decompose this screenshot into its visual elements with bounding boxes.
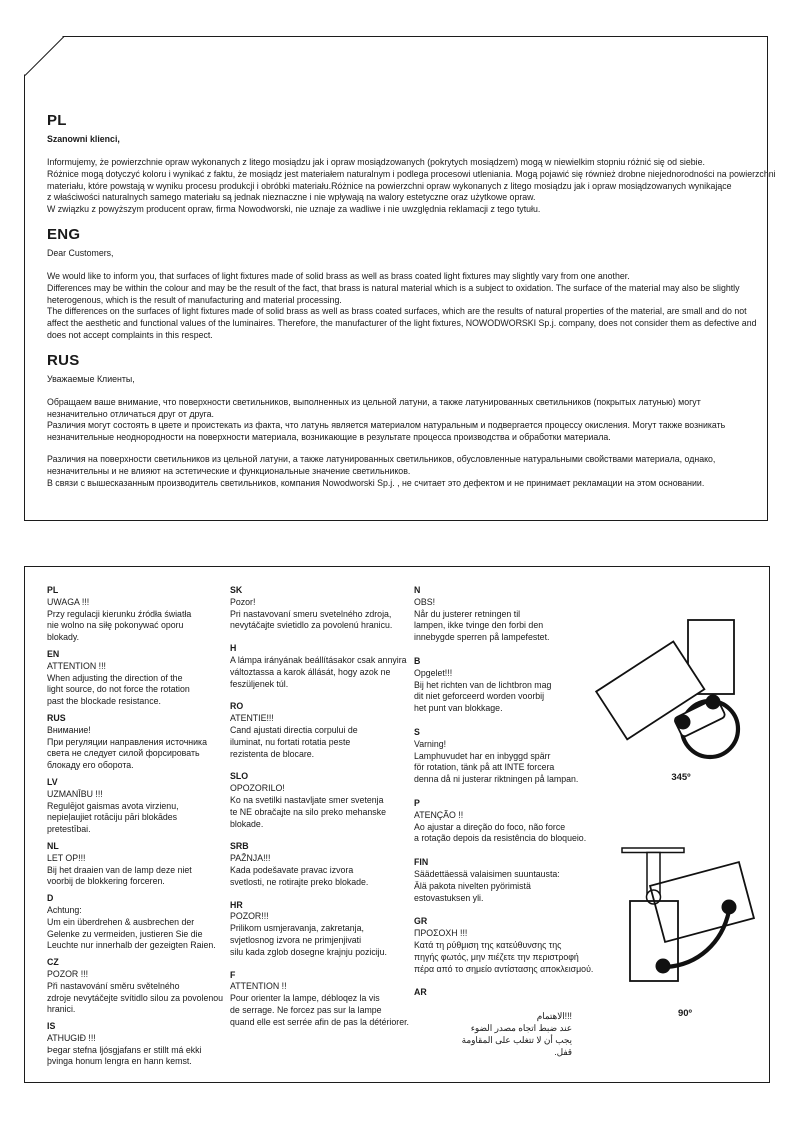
warning-language-code: NL — [47, 840, 59, 851]
warning-lines — [230, 783, 409, 830]
warning-line: quand elle est serrée afin de pas la détériorer. — [230, 1016, 409, 1027]
warning-line: UZMANĪBU !!! — [47, 788, 103, 799]
warning-line: svetlosti, ne rotirajte preko blokade. — [230, 876, 369, 887]
salutation: Уважаемые Клиенты, — [47, 373, 135, 384]
warning-line: πέρα από το σημείο αντίστασης αποκλεισμού. — [414, 963, 594, 974]
warning-section-is — [47, 1021, 223, 1068]
warning-language-code: RUS — [47, 712, 66, 723]
language-heading: RUS — [47, 351, 80, 369]
warning-line: Při nastavování směru světelného — [47, 980, 180, 991]
warning-line: rezistenta de blocare. — [230, 748, 315, 759]
warning-line: POZOR!!! — [230, 911, 269, 922]
warning-line: Kada podešavate pravac izvora — [230, 864, 354, 875]
notice-sections — [47, 112, 776, 499]
warning-language-code: D — [47, 893, 54, 904]
warning-line: Pozor! — [230, 596, 256, 607]
warning-line: Внимание! — [47, 724, 91, 735]
warning-section-ar — [414, 987, 593, 1058]
warning-language-code: SLO — [230, 771, 249, 782]
notice-paragraph — [47, 157, 776, 216]
notice-line: незначительные неоднородности на поверхности материала, возникающие в результате процесса производства и обработки материала. — [47, 432, 611, 443]
warning-lines — [230, 853, 409, 888]
warning-lines — [47, 1033, 223, 1068]
warning-line: OPOZORILO! — [230, 783, 285, 794]
warning-line: het punt van blokkage. — [414, 703, 503, 714]
warning-line: iluminat, nu fortati rotatia peste — [230, 736, 351, 747]
warning-section-hr — [230, 900, 409, 959]
warning-section-en — [47, 649, 223, 708]
warning-line: Þegar stefna ljósgjafans er stillt má ekki — [47, 1044, 202, 1055]
warning-lines — [47, 725, 223, 772]
warning-line: !!!الاهتمام — [536, 1011, 572, 1022]
notice-section-eng — [47, 226, 763, 342]
warning-line: Säädettäessä valaisimen suuntausta: — [414, 868, 560, 879]
warning-lines — [47, 969, 223, 1016]
notice-line: affect the aesthetic and functional values of the luminaires. Therefore, the manufacturer of the light fixtures, NOWODWORSKI Sp.j. company, does not consider them as defective and — [47, 318, 757, 329]
warning-line: pretestībai. — [47, 824, 91, 835]
notice-line: Обращаем ваше внимание, что поверхности светильников, выполненных из цельной латуни, а также латунированных светильников (покрытых латунью) могут — [47, 396, 701, 407]
warning-line: Regulējot gaismas avota virzienu, — [47, 800, 179, 811]
language-heading: ENG — [47, 225, 81, 243]
warning-column-1 — [47, 585, 223, 1073]
warning-line: þvinga honum lengra en hann kemst. — [47, 1056, 192, 1067]
tilt-90-diagram — [600, 843, 770, 1013]
warning-line: Lamphuvudet har en inbyggd spärr — [414, 750, 551, 761]
warning-line: света не следует силой форсировать — [47, 748, 200, 759]
language-heading: PL — [47, 112, 67, 129]
notice-line: We would like to inform you, that surfaces of light fixtures made of solid brass as well as brass coated light fixtures may slightly vary from one another. — [47, 270, 630, 281]
warning-line: estovastuksen yli. — [414, 892, 484, 903]
warning-lines — [230, 981, 409, 1028]
warning-line: Achtung: — [47, 904, 82, 915]
warning-line: de serrage. Ne forcez pas sur la lampe — [230, 1004, 382, 1015]
warning-line: Ao ajustar a direção do foco, não force — [414, 821, 566, 832]
warning-line: Älä pakota nivelten pyörimistä — [414, 880, 531, 891]
warning-section-fin — [414, 857, 593, 904]
warning-line: блокаду его оборота. — [47, 760, 134, 771]
warning-line: Når du justerer retningen til — [414, 608, 521, 619]
warning-lines — [414, 928, 593, 975]
warning-line: Varning! — [414, 738, 447, 749]
warning-section-lv — [47, 777, 223, 836]
warning-lines — [414, 869, 593, 904]
notice-paragraph — [47, 271, 763, 342]
warning-line: ATENTIE!!! — [230, 713, 274, 724]
warning-section-f — [230, 970, 409, 1029]
notice-section-rus — [47, 352, 763, 490]
warning-section-srb — [230, 841, 409, 888]
warning-line: Przy regulacji kierunku źródła światła — [47, 608, 192, 619]
notice-paragraph — [47, 397, 763, 444]
warning-lines — [47, 597, 223, 644]
warning-line: Leuchte nur innerhalb der gezeigten Raien. — [47, 940, 216, 951]
warning-line: Bij het richten van de lichtbron mag — [414, 679, 552, 690]
warning-lines — [414, 1011, 572, 1058]
warning-language-code: S — [414, 726, 420, 737]
warning-section-s — [414, 727, 593, 786]
warning-section-gr — [414, 916, 593, 975]
warning-line: При регуляции направления источника — [47, 736, 207, 747]
warning-line: Κατά τη ρύθμιση της κατεύθυνσης της — [414, 939, 562, 950]
warning-line: UWAGA !!! — [47, 596, 90, 607]
warning-line: light source, do not force the rotation — [47, 684, 190, 695]
salutation: Dear Customers, — [47, 247, 114, 258]
notice-line: does not accept complaints in this respect. — [47, 329, 213, 340]
notice-line: Differences may be within the colour and may be the result of the fact, that brass is natural material which is a subject to oxidation. The surface of the material may also be slightly — [47, 282, 740, 293]
warning-line: قفل. — [554, 1046, 572, 1057]
rotation-345-diagram — [592, 598, 770, 766]
warning-language-code: GR — [414, 916, 428, 927]
warning-section-nl — [47, 841, 223, 888]
warning-line: Gelenke zu vermeiden, justieren Sie die — [47, 928, 203, 939]
warning-language-code: PL — [47, 585, 59, 595]
warning-language-code: CZ — [47, 957, 59, 968]
warning-column-3 — [414, 585, 593, 1070]
warning-line: svjetlosnog izvora ne primjenjivati — [230, 934, 362, 945]
warning-lines — [47, 905, 223, 952]
notice-line: Различия могут состоять в цвете и проистекать из факта, что латунь является материалом натуральным и подвергается процессу окисления. Могут также возникать — [47, 420, 726, 431]
warning-line: ΠΡΟΣΟΧΗ !!! — [414, 928, 468, 939]
warning-lines — [230, 597, 409, 632]
notice-line: materiału, które powstają w wyniku procesu produkcji i obróbki materiału.Różnice na powierzchni opraw wykonanych z litego mosiądzu jak i opraw mosiądzowanych wynikające — [47, 180, 732, 191]
tilt-angle-label: 90º — [677, 1008, 693, 1019]
warning-line: te NE obračajte na silo preko mehanske — [230, 806, 386, 817]
notice-line: W związku z powyższym producent opraw, firma Nowodworski, nie uznaje za wadliwe i nie uwzględnia reklamacji z tego tytułu. — [47, 204, 541, 215]
warning-column-2 — [230, 585, 409, 1040]
warning-line: nie wolno na siłę pokonywać oporu — [47, 620, 184, 631]
warning-line: past the blockade resistance. — [47, 696, 161, 707]
warning-line: OBS! — [414, 596, 436, 607]
warning-section-n — [414, 585, 593, 644]
warning-language-code: H — [230, 643, 237, 654]
salutation: Szanowni klienci, — [47, 134, 120, 144]
pivot-dot — [722, 900, 737, 915]
warning-language-code: FIN — [414, 857, 429, 868]
warning-lines — [47, 789, 223, 836]
warning-line: hranici. — [47, 1004, 76, 1015]
warning-line: dit niet geforceerd worden voorbij — [414, 691, 545, 702]
warning-language-code: B — [414, 655, 421, 666]
warning-language-code: AR — [414, 987, 427, 998]
warning-line: ATHUGIÐ !!! — [47, 1032, 96, 1043]
warning-line: Cand ajustati directia corpului de — [230, 724, 358, 735]
lamp-head-tilted — [650, 862, 754, 942]
warning-lines — [230, 911, 409, 958]
warning-section-cz — [47, 957, 223, 1016]
warning-line: ATTENTION !!! — [47, 660, 106, 671]
warning-line: nepieļaujiet rotāciju pāri blokādes — [47, 812, 178, 823]
warning-line: ATTENTION !! — [230, 981, 287, 992]
notice-line: heterogenous, which is the result of manufacturing and material processing. — [47, 294, 342, 305]
warning-lines — [47, 853, 223, 888]
pivot-dot — [676, 715, 691, 730]
warning-language-code: SK — [230, 585, 243, 595]
warning-line: Prilikom usmjeravanja, zakretanja, — [230, 923, 364, 934]
warning-line: zdroje nevytáčejte svítidlo silou za povolenou — [47, 992, 224, 1003]
rotation-angle-label: 345º — [671, 772, 691, 783]
warning-line: silu kada zglob dosegne krajnju poziciju. — [230, 946, 387, 957]
pivot-dot — [656, 959, 671, 974]
notice-line: The differences on the surfaces of light fixtures made of solid brass as well as brass coated surfaces, which are the results of natural properties of the material, are small and do not — [47, 306, 747, 317]
warning-line: lampen, ikke tvinge den forbi den — [414, 620, 544, 631]
warning-lines — [230, 713, 409, 760]
warning-section-sk — [230, 585, 409, 632]
warning-section-ro — [230, 701, 409, 760]
warning-line: PAŽNJA!!! — [230, 853, 271, 864]
notice-line: Различия на поверхности светильников из цельной латуни, а также латунированных светильников, обусловленные натуральными свойствами материала, однако, — [47, 453, 716, 464]
notice-line: незначительны и не влияют на эстетические и функциональные значение светильников. — [47, 465, 411, 476]
warning-lines — [230, 655, 409, 690]
warning-language-code: RO — [230, 701, 244, 712]
warning-section-pl — [47, 585, 223, 644]
warning-section-p — [414, 798, 593, 845]
warning-language-code: HR — [230, 899, 243, 910]
warning-line: ATENÇÃO !! — [414, 809, 464, 820]
warning-section-h — [230, 643, 409, 690]
warning-line: يجب أن لا تتغلب على المقاومة — [461, 1034, 572, 1045]
warning-language-code: N — [414, 585, 421, 595]
warning-line: innebygde sperren på lampefestet. — [414, 632, 550, 643]
warning-line: When adjusting the direction of the — [47, 672, 183, 683]
warning-line: blokade. — [230, 818, 264, 829]
warning-language-code: SRB — [230, 841, 249, 852]
warning-line: عند ضبط اتجاه مصدر الضوء — [470, 1022, 572, 1033]
notice-section-pl — [47, 112, 776, 216]
warning-line: nevytáčajte svietidlo za povolenú hranicu. — [230, 620, 393, 631]
warning-lines — [414, 668, 593, 715]
notice-line: незначительно отличаться друг от друга. — [47, 408, 214, 419]
warning-language-code: IS — [47, 1021, 56, 1032]
warning-line: Bij het draaien van de lamp deze niet — [47, 864, 192, 875]
warning-line: πηγής φωτός, μην πιέζετε την περιστροφή — [414, 951, 579, 962]
warning-line: Um ein überdrehen & ausbrechen der — [47, 916, 195, 927]
warning-lines — [47, 661, 223, 708]
warning-lines — [414, 739, 593, 786]
warning-line: blokady. — [47, 632, 80, 643]
notice-line: В связи с вышесказанным производитель светильников, компания Nowodworski Sp.j. , не считает это дефектом и не принимает рекламации на этом основании. — [47, 477, 705, 488]
pivot-dot — [706, 695, 721, 710]
warning-line: Pour orienter la lampe, débloqez la vis — [230, 993, 380, 1004]
warning-section-b — [414, 656, 593, 715]
warning-line: változtassa a karok állását, hogy azok ne — [230, 666, 391, 677]
warning-line: LET OP!!! — [47, 852, 86, 863]
warning-line: Pri nastavovaní smeru svetelného zdroja, — [230, 608, 392, 619]
notice-line: Różnice mogą dotyczyć koloru i wynikać z faktu, że mosiądz jest materiałem naturalnym i podlega procesowi utleniania. Mogą pojawić się również drobne niejednorodności na powierzchni — [47, 168, 776, 179]
warning-line: voorbij de blokkering forceren. — [47, 876, 165, 887]
warning-language-code: F — [230, 969, 236, 980]
warning-section-slo — [230, 771, 409, 830]
warning-line: denna då ni justerar riktningen på lampan. — [414, 774, 579, 785]
warning-line: Ko na svetilki nastavljate smer svetenja — [230, 794, 384, 805]
notice-paragraph — [47, 454, 763, 489]
notice-line: Informujemy, że powierzchnie opraw wykonanych z litego mosiądzu jak i opraw mosiądzowanych (pokrytych mosiądzem) mogą w niewielkim stopniu różnić się od siebie. — [47, 157, 705, 167]
warning-line: a rotação depois da resistência do bloqueio. — [414, 833, 587, 844]
warning-line: feszüljenek túl. — [230, 678, 289, 689]
warning-line: A lámpa irányának beállításakor csak annyira — [230, 654, 407, 665]
warning-language-code: EN — [47, 648, 60, 659]
warning-line: för rotation, tänk på att INTE forcera — [414, 762, 555, 773]
warning-section-rus — [47, 713, 223, 772]
warning-language-code: P — [414, 797, 420, 808]
warning-lines — [414, 597, 593, 644]
warning-line: POZOR !!! — [47, 968, 89, 979]
warning-section-d — [47, 893, 223, 952]
notice-line: z właściwości naturalnych samego materiału są jednak nieznaczne i nie wpływają na walory estetyczne oraz użytkowe opraw. — [47, 192, 536, 203]
warning-language-code: LV — [47, 776, 58, 787]
warning-lines — [414, 810, 593, 845]
warning-line: Opgelet!!! — [414, 667, 453, 678]
